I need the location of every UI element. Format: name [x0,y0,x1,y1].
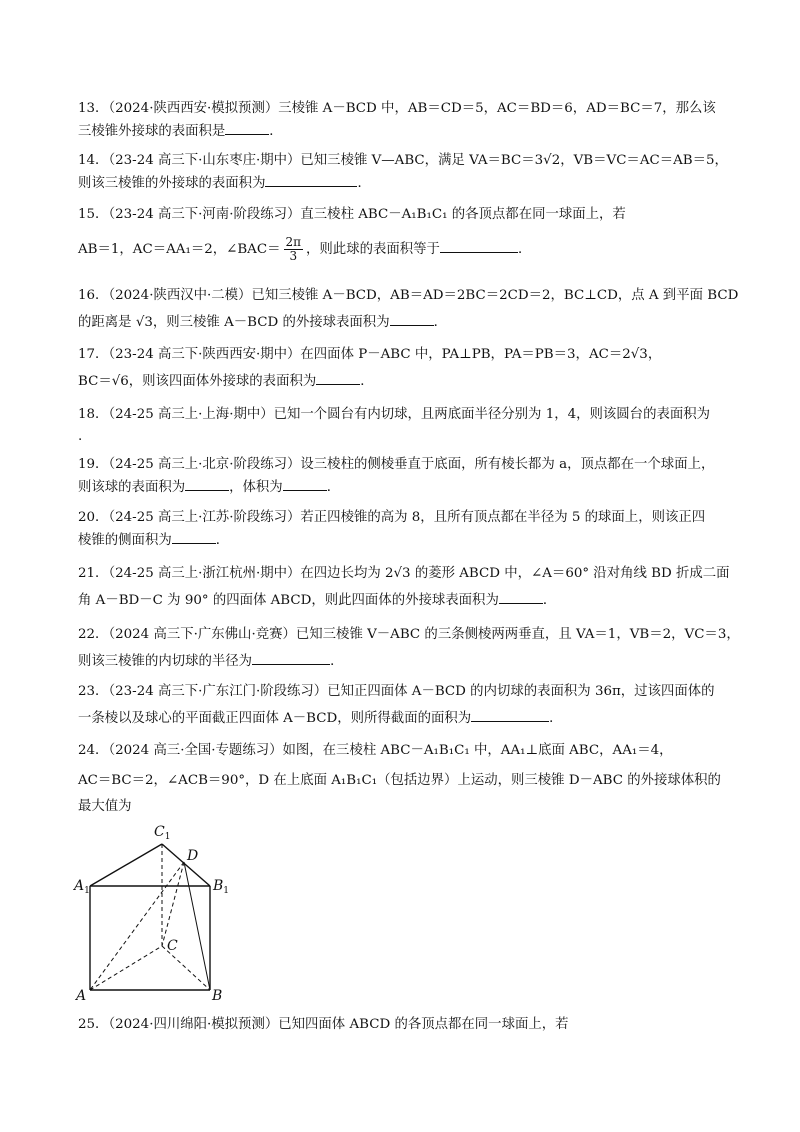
question-source: （23-24 高三下·陕西西安·期中） [108,347,301,362]
question-22 [78,624,740,673]
edge-d-a [90,862,184,990]
question-number: 24． [78,743,109,758]
question-text: 在四面体 P－ABC 中，PA⊥PB，PA＝PB＝3，AC＝2√3， [300,347,662,362]
question-text: 的距离是 √3，则三棱锥 A－BCD 的外接球表面积为 [78,315,390,330]
question-14 [78,150,728,195]
answer-blank[interactable] [499,589,543,604]
question-text: 棱锥的侧面积为 [78,533,172,548]
answer-blank[interactable] [252,650,330,665]
answer-blank[interactable] [185,476,229,491]
question-source: （2024 高三·全国·专题练习） [108,743,283,758]
question-text: 最大值为 [78,799,132,814]
question-source: （2024·陕西西安·模拟预测） [108,101,279,116]
punctuation: ． [360,374,374,389]
question-source: （24-25 高三上·北京·阶段练习） [108,457,301,472]
edge-d-c [162,862,184,946]
question-text: 已知一个圆台有内切球，且两底面半径分别为 1，4，则该圆台的表面积为 [273,407,711,422]
question-text: BC＝√6，则该四面体外接球的表面积为 [78,374,317,389]
question-text: 在四边长均为 2√3 的菱形 ABCD 中，∠A＝60° 沿对角线 BD 折成二面 [300,566,730,581]
edge-d-b [184,862,210,990]
question-source: （2024 高三下·广东佛山·竞赛） [108,627,296,642]
fraction-numerator: 2π [285,235,302,249]
question-24 [78,740,721,818]
question-source: （24-25 高三上·上海·期中） [108,407,274,422]
question-number: 23． [78,684,109,699]
fraction-denominator: 3 [289,249,298,263]
question-17 [78,344,718,393]
question-text: 则该三棱锥的内切球的半径为 [78,654,253,669]
question-number: 21． [78,566,109,581]
label-c: C [167,938,178,954]
question-number: 22． [78,627,109,642]
question-text: 如图，在三棱柱 ABC－A₁B₁C₁ 中，AA₁⊥底面 ABC，AA₁＝4， [282,743,673,758]
edge-c1-b1 [162,844,210,886]
answer-blank[interactable] [283,476,327,491]
question-25 [78,1014,718,1036]
question-source: （23-24 高三下·广东江门·阶段练习） [108,684,328,699]
question-16 [78,285,739,334]
question-source: （23-24 高三下·山东枣庄·期中） [108,153,301,168]
question-text: 已知四面体 ABCD 的各顶点都在同一球面上，若 [278,1017,569,1032]
answer-blank[interactable] [172,529,216,544]
question-source: （2024·陕西汉中·二模） [108,288,252,303]
question-text: . [78,429,83,444]
question-number: 20． [78,510,109,525]
question-source: （24-25 高三上·浙江杭州·期中） [108,566,301,581]
question-number: 14． [78,153,109,168]
question-text: ，体积为 [229,480,283,495]
question-number: 16． [78,288,109,303]
question-number: 18． [78,407,109,422]
edge-a-c [90,946,162,990]
question-number: 13． [78,101,109,116]
punctuation: ． [326,480,341,495]
fraction [284,236,304,263]
punctuation: ． [517,242,532,257]
question-text: 三棱锥 A－BCD 中，AB＝CD＝5，AC＝BD＝6，AD＝BC＝7，那么该 [278,101,716,116]
prism-diagram [74,820,234,1004]
punctuation: ． [269,124,283,139]
answer-blank[interactable] [390,311,434,326]
answer-blank[interactable] [440,238,518,253]
label-d: D [187,848,199,864]
question-23 [78,681,718,730]
question-text: 直三棱柱 ABC－A₁B₁C₁ 的各顶点都在同一球面上，若 [300,207,626,222]
question-text: 则该三棱锥的外接球的表面积为 [78,176,266,191]
question-source: （23-24 高三下·河南·阶段练习） [108,207,301,222]
question-text: 设三棱柱的侧棱垂直于底面，所有棱长都为 a，顶点都在一个球面上， [300,457,715,472]
question-18 [78,404,718,448]
question-text: 已知三棱锥 V－ABC 的三条侧棱两两垂直，且 VA＝1，VB＝2，VC＝3， [295,627,740,642]
question-20 [78,507,718,552]
label-a1: $A_1$ [74,878,90,896]
question-text: AB＝1，AC＝AA₁＝2，∠BAC＝ [78,242,281,257]
answer-blank[interactable] [265,172,357,187]
label-b: B [212,988,223,1004]
question-21 [78,563,730,612]
question-text: 则该球的表面积为 [78,480,186,495]
question-text: 一条棱以及球心的平面截正四面体 A－BCD，则所得截面的面积为 [78,711,472,726]
punctuation: ． [330,654,344,669]
answer-blank[interactable] [316,370,360,385]
question-19 [78,454,718,499]
question-number: 17． [78,347,109,362]
punctuation: ． [357,176,371,191]
question-number: 25． [78,1017,109,1032]
punctuation: ． [215,533,230,548]
answer-blank[interactable] [471,707,549,722]
question-13 [78,98,718,143]
question-text: 若正四棱锥的高为 8，且所有顶点都在半径为 5 的球面上，则该正四 [300,510,706,525]
answer-blank[interactable] [225,120,269,135]
punctuation: ． [549,711,563,726]
question-number: 15． [78,207,109,222]
question-number: 19． [78,457,109,472]
question-text: 角 A－BD－C 为 90° 的四面体 ABCD，则此四面体的外接球表面积为 [78,593,499,608]
label-c1: $C_1$ [154,824,171,842]
question-text: 三棱锥外接球的表面积是 [78,124,226,139]
label-a: A [76,988,87,1004]
question-text: 已知三棱锥 V—ABC，满足 VA＝BC＝3√2，VB＝VC＝AC＝AB＝5， [300,153,728,168]
question-text: 已知正四面体 A－BCD 的内切球的表面积为 36π，过该四面体的 [327,684,715,699]
punctuation: ． [542,593,557,608]
question-source: （2024·四川绵阳·模拟预测） [108,1017,279,1032]
prism-figure [74,820,234,1004]
question-text: 已知三棱锥 A－BCD，AB＝AD＝2BC＝2CD＝2，BC⊥CD，点 A 到平面 BCD [251,288,739,303]
question-source: （24-25 高三上·江苏·阶段练习） [108,510,301,525]
label-b1: $B_1$ [213,878,230,896]
punctuation: ． [433,315,447,330]
question-text: ，则此球的表面积等于 [306,242,440,257]
question-text: AC＝BC＝2，∠ACB＝90°，D 在上底面 A₁B₁C₁（包括边界）上运动，则三棱锥 D－ABC 的外接球体积的 [78,773,721,788]
edge-a1-c1 [90,844,162,886]
question-15 [78,204,718,263]
